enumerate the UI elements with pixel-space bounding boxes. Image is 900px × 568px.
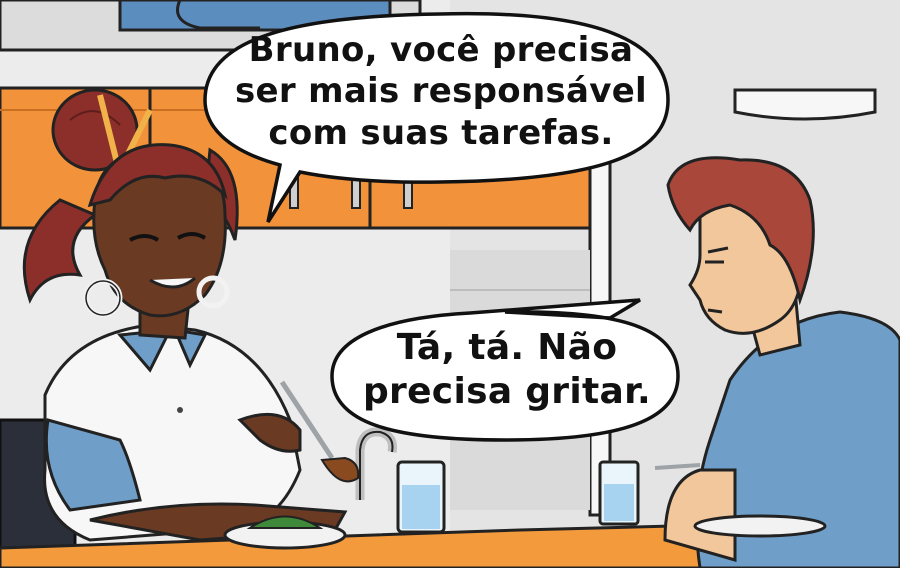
- speech-line: Tá, tá. Não: [396, 327, 618, 368]
- speech-line: Bruno, você precisa: [248, 30, 634, 70]
- speech-text-bruno: [352, 326, 662, 414]
- cabinet-handle: [352, 178, 360, 208]
- speech-line: com suas tarefas.: [268, 112, 614, 153]
- speech-line: ser mais responsável: [234, 71, 648, 112]
- speech-text-woman: [232, 30, 650, 154]
- speech-line: precisa gritar.: [362, 370, 652, 412]
- ceiling-lamp: [735, 90, 875, 119]
- plate: [695, 516, 825, 536]
